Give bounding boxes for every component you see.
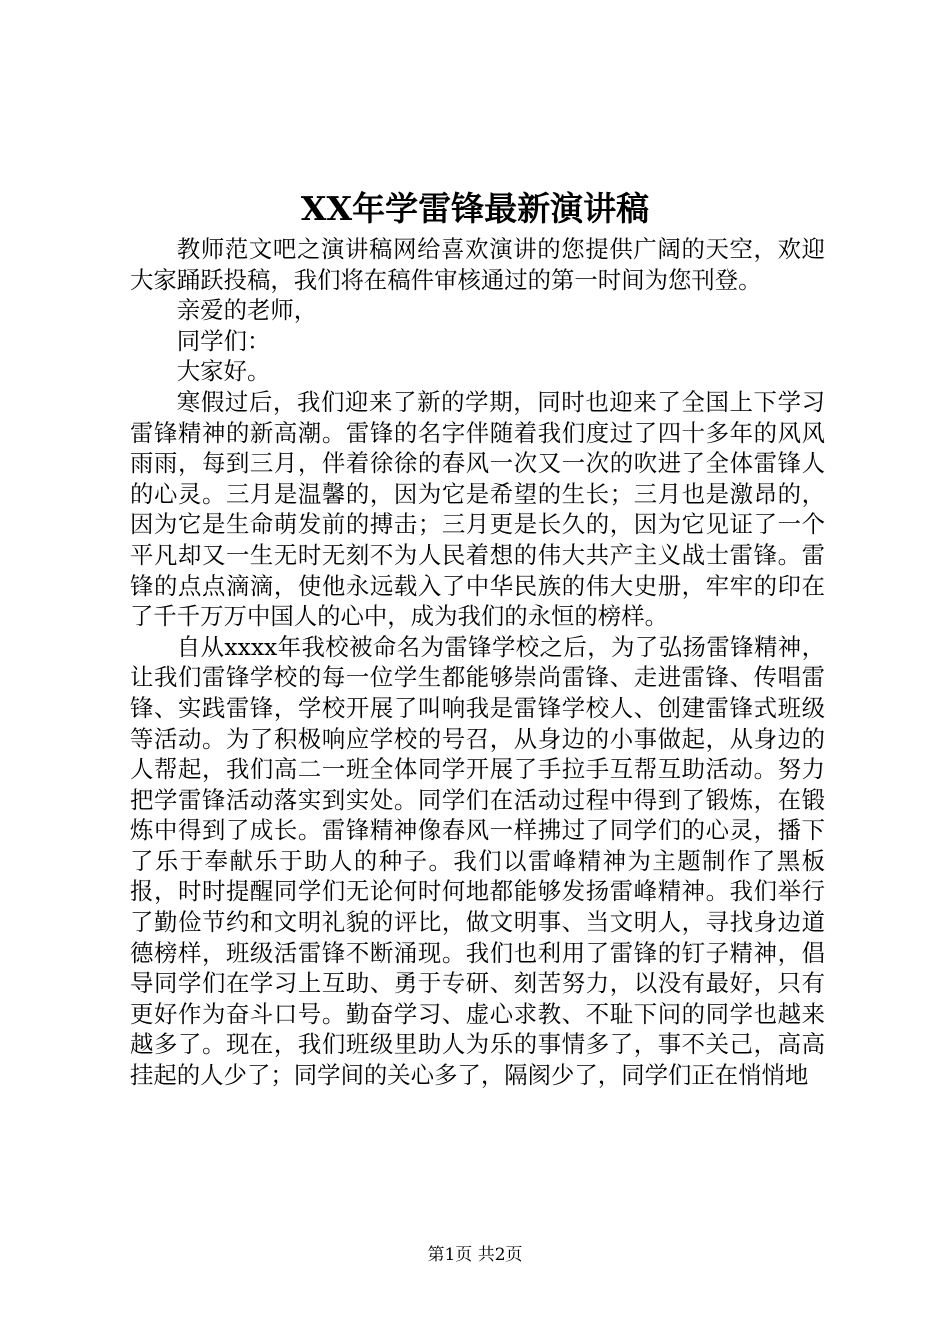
paragraph-salutation-students: 同学们： <box>176 326 271 355</box>
page-number-footer: 第1页 共2页 <box>427 1245 523 1265</box>
paragraph-intro: 教师范文吧之演讲稿网给喜欢演讲的您提供广阔的天空，欢迎大家踊跃投稿，我们将在稿件审核通过的第一时间为您刊登。 <box>130 235 825 294</box>
paragraph-greeting: 大家好。 <box>176 357 271 386</box>
paragraph-body-1: 寒假过后，我们迎来了新的学期，同时也迎来了全国上下学习雷锋精神的新高潮。雷锋的名字伴随着我们度过了四十多年的风风雨雨，每到三月，伴着徐徐的春风一次又一次的吹进了全体雷锋人的心灵。三月是温馨的，因为它是希望的生长；三月也是激昂的，因为它是生命萌发前的搏击；三月更是长久的，因为它见证了一个平凡却又一生无时无刻不为人民着想的伟大共产主义战士雷锋。雷锋的点点滴滴，使他永远载入了中华民族的伟大史册，牢牢的印在了千千万万中国人的心中，成为我们的永恒的榜样。 <box>130 387 825 631</box>
document-title: XX年学雷锋最新演讲稿 <box>300 189 650 228</box>
paragraph-body-2: 自从xxxx年我校被命名为雷锋学校之后，为了弘扬雷锋精神，让我们雷锋学校的每一位学生都能够崇尚雷锋、走进雷锋、传唱雷锋、实践雷锋，学校开展了叫响我是雷锋学校人、创建雷锋式班级等活动。为了积极响应学校的号召，从身边的小事做起，从身边的人帮起，我们高二一班全体同学开展了手拉手互帮互助活动。努力把学雷锋活动落实到实处。同学们在活动过程中得到了锻炼，在锻炼中得到了成长。雷锋精神像春风一样拂过了同学们的心灵，播下了乐于奉献乐于助人的种子。我们以雷峰精神为主题制作了黑板报，时时提醒同学们无论何时何地都能够发扬雷峰精神。我们举行了勤俭节约和文明礼貌的评比，做文明事、当文明人，寻找身边道德榜样，班级活雷锋不断涌现。我们也利用了雷锋的钉子精神，倡导同学们在学习上互助、勇于专研、刻苦努力，以没有最好，只有更好作为奋斗口号。勤奋学习、虚心求教、不耻下问的同学也越来越多了。现在，我们班级里助人为乐的事情多了，事不关己，高高挂起的人少了；同学间的关心多了，隔阂少了，同学们正在悄悄地 <box>130 632 825 1090</box>
paragraph-salutation-teachers: 亲爱的老师， <box>176 296 318 325</box>
document-body <box>130 234 825 1091</box>
